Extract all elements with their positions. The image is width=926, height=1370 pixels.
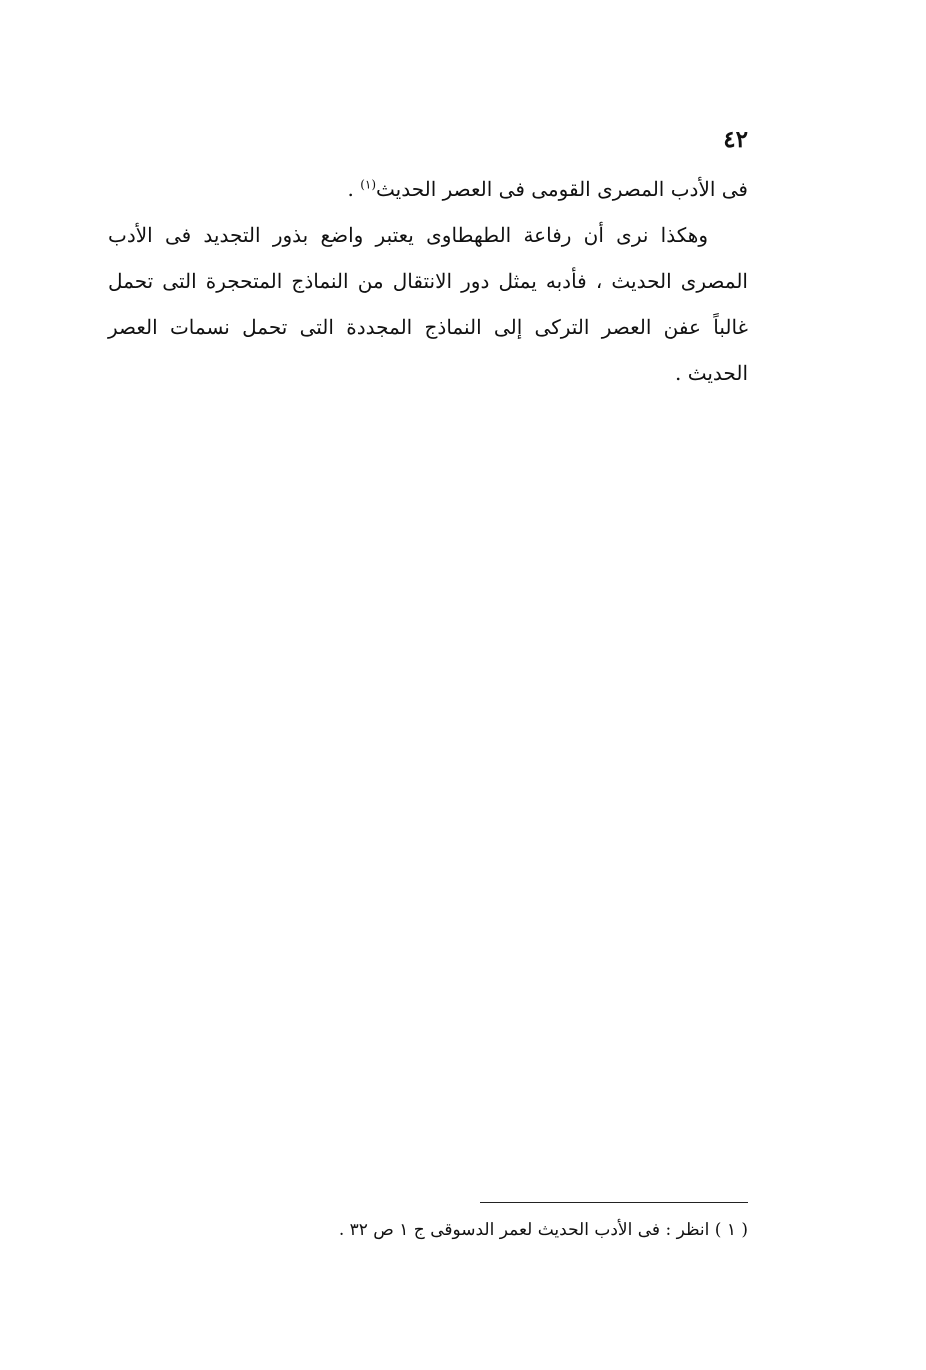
opening-line-text: فى الأدب المصرى القومى فى العصر الحديث [376, 177, 748, 201]
footnote: ( ١ ) انظر : فى الأدب الحديث لعمر الدسوقى ج ١ ص ٣٢ . [338, 1220, 748, 1240]
opening-line [108, 166, 748, 212]
footnote-divider [480, 1202, 748, 1203]
body-paragraph: وهكذا نرى أن رفاعة الطهطاوى يعتبر واضع بذور التجديد فى الأدب المصرى الحديث ، فأدبه يمثل دور الانتقال من النماذج المتحجرة التى تحمل غالباً عفن العصر التركى إلى النماذج المجددة التى تحمل نسمات العصر الحديث . [108, 223, 748, 385]
page-number: ٤٢ [723, 126, 748, 153]
footnote-reference: (١) [360, 177, 377, 192]
opening-line-end: . [347, 177, 361, 201]
body-text [108, 166, 748, 396]
